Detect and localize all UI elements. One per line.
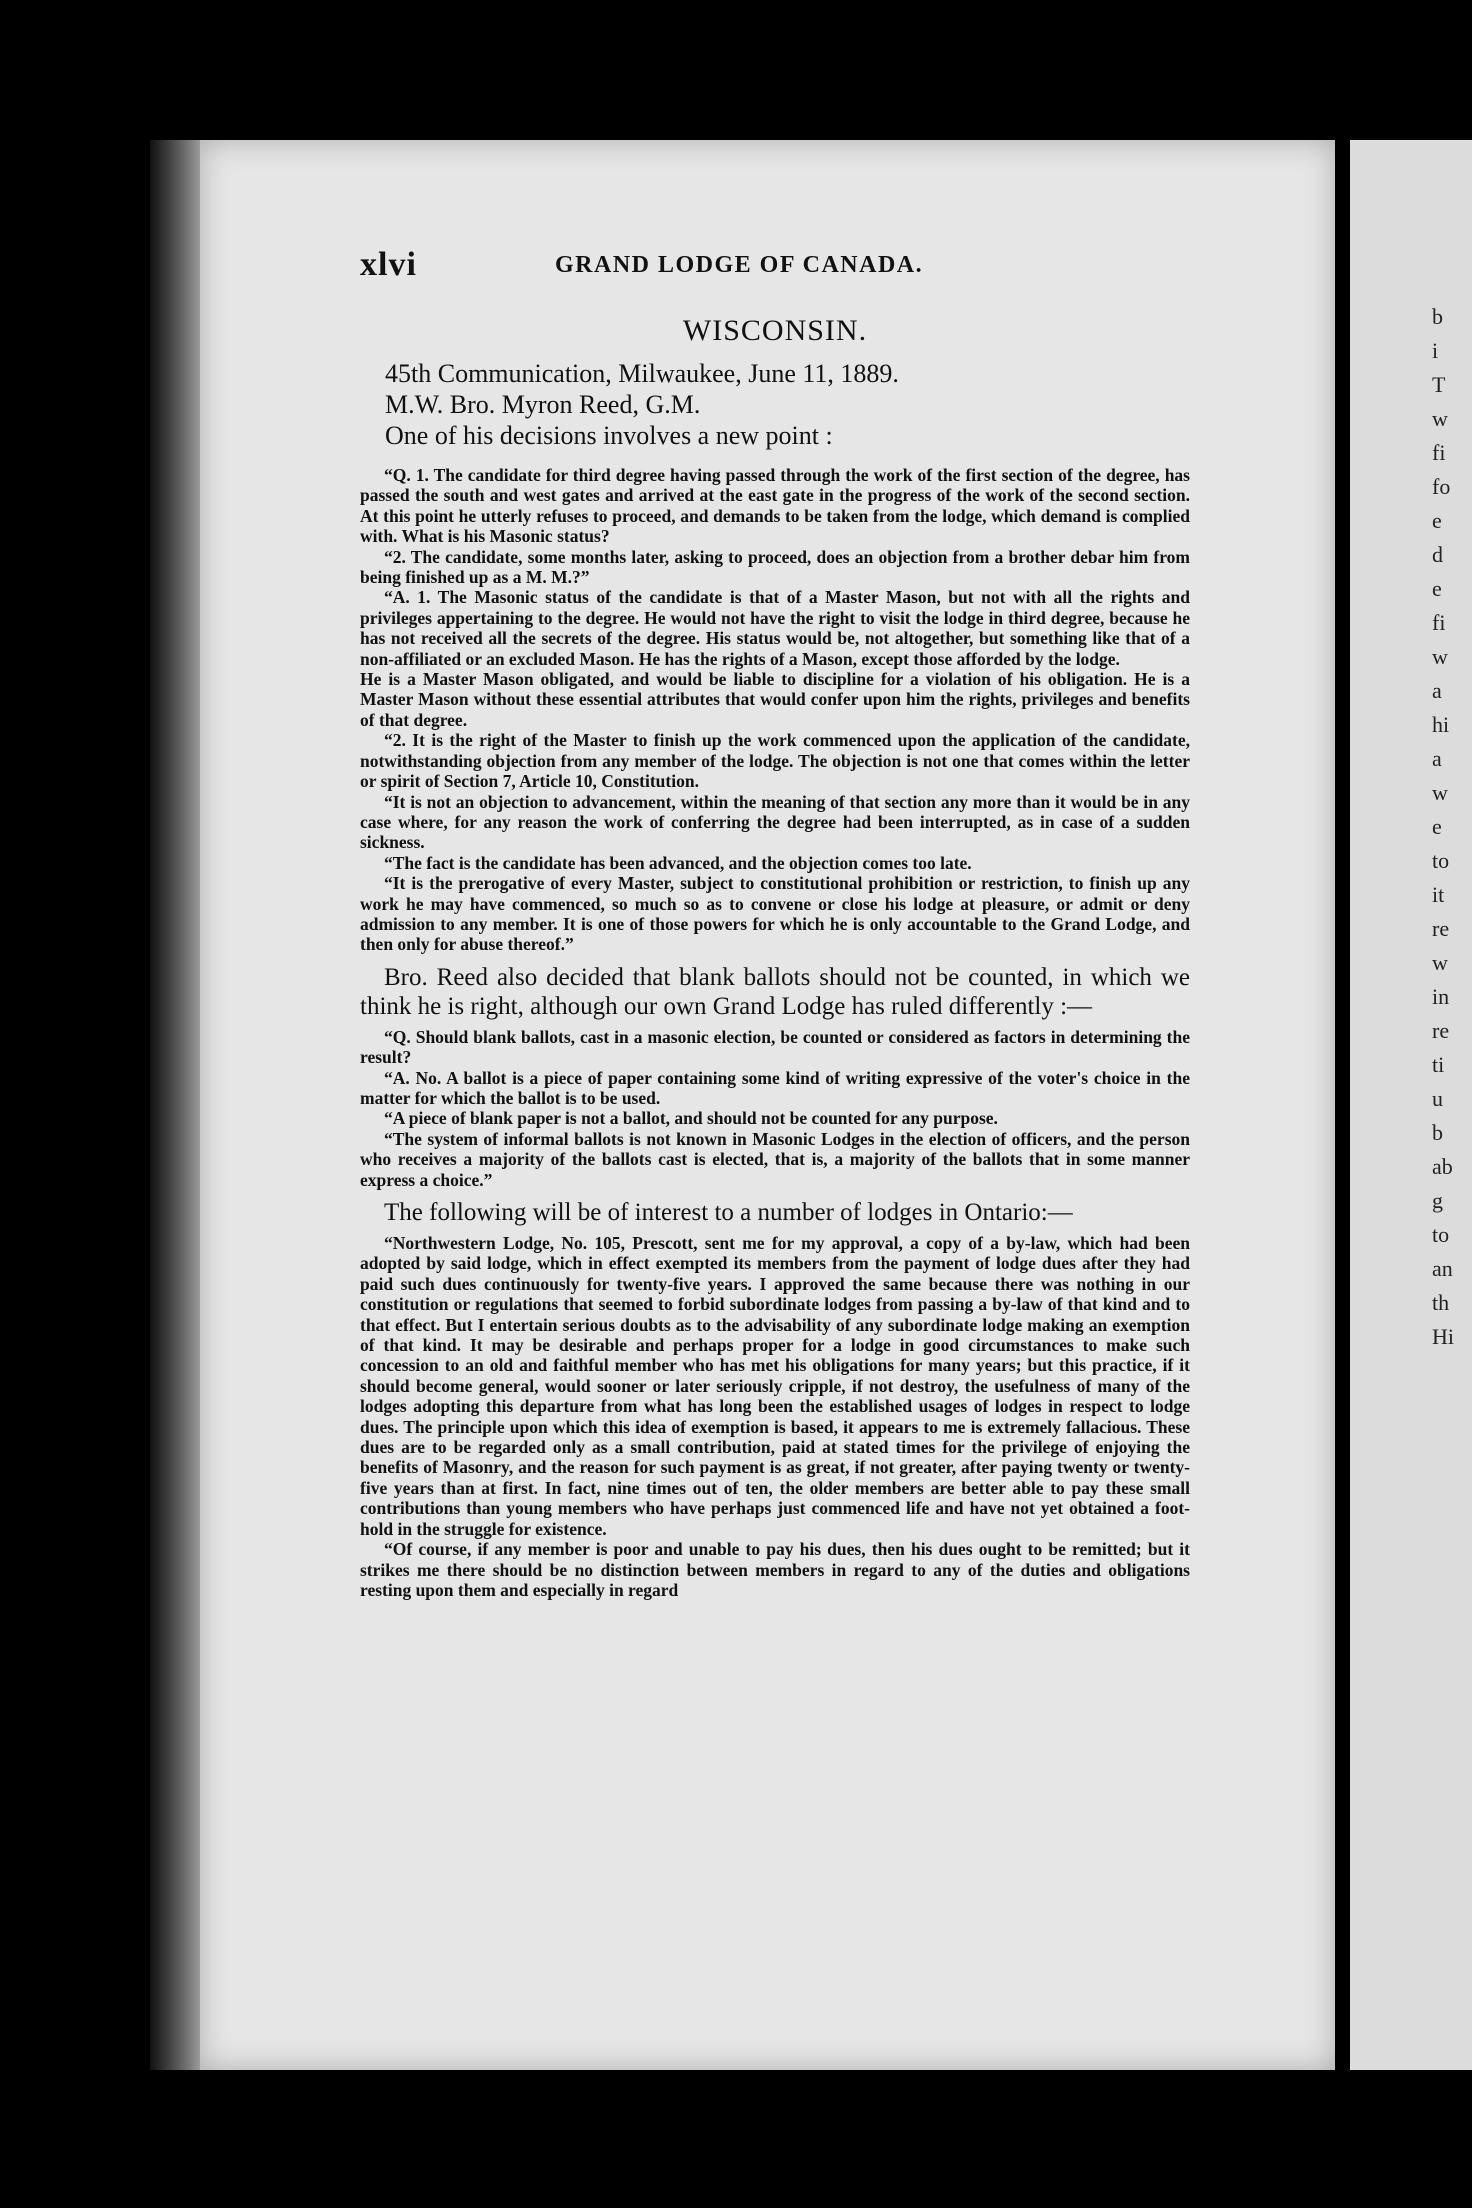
page-content [360,246,1190,1600]
adjacent-page-fragment: fi [1432,610,1446,635]
adjacent-page-fragment: th [1432,1290,1450,1315]
adjacent-page-fragment: b [1432,304,1443,329]
adjacent-page-fragment: e [1432,814,1442,839]
ontario-paragraph-2: “Of course, if any member is poor and unable to pay his dues, then his dues ought to be remitted; but it strikes me there should be no distinction between members in regard to any of the duties and obligations resting upon them and especially in regard [360,1539,1190,1600]
adjacent-page-fragment: to [1432,1222,1450,1247]
decision-a2-cont-1: “It is not an objection to advancement, within the meaning of that section any more than it would be in any case where, for any reason the work of conferring the degree had been interrupted, as in case of a sudden sickness. [360,791,1190,853]
adjacent-page-fragment: a [1432,678,1442,703]
ballot-a-cont-2: “The system of informal ballots is not known in Masonic Lodges in the election of officers, and the person who receives a majority of the ballots cast is elected, that is, a majority of the ballots that in some manner express a choice.” [360,1128,1190,1190]
decision-q1: “Q. 1. The candidate for third degree having passed through the work of the first section of the degree, has passed the south and west gates and arrived at the east gate in the progress of the work of the second section. At this point he utterly refuses to proceed, and demands to be taken from the lodge, which demand is complied with. What is his Masonic status? [360,465,1190,547]
ballots-intro: Bro. Reed also decided that blank ballots should not be counted, in which we think he is right, although our own Grand Lodge has ruled differently :— [360,963,1190,1020]
adjacent-page-fragment: i [1432,338,1439,363]
adjacent-page-fragment: e [1432,508,1442,533]
adjacent-page-fragment: in [1432,984,1450,1009]
ballot-a-cont-1: “A piece of blank paper is not a ballot, and should not be counted for any purpose. [384,1108,998,1129]
adjacent-page-fragment: fi [1432,440,1446,465]
section-title: WISCONSIN. [682,314,868,347]
adjacent-page-fragment: fo [1432,474,1451,499]
adjacent-page-fragment: Hi [1432,1324,1454,1349]
page-number: xlvi [360,246,417,283]
adjacent-page-fragment: d [1432,542,1443,567]
running-title: GRAND LODGE OF CANADA. [555,252,924,278]
adjacent-page-fragment: to [1432,848,1450,873]
grand-master-line: M.W. Bro. Myron Reed, G.M. [385,390,701,419]
adjacent-page-fragment: w [1432,644,1448,669]
adjacent-page-fragment: ti [1432,1052,1445,1077]
adjacent-page-fragment: hi [1432,712,1450,737]
running-head [360,246,1190,286]
adjacent-page-fragment: w [1432,406,1448,431]
adjacent-page-fragment: ab [1432,1154,1453,1179]
adjacent-page-fragment: T [1432,372,1446,397]
adjacent-page-fragment: it [1432,882,1445,907]
adjacent-page-fragment: g [1432,1188,1443,1213]
ontario-paragraph-1: “Northwestern Lodge, No. 105, Prescott, sent me for my approval, a copy of a by-law, which had been adopted by said lodge, which in effect exempted its members from the payment of lodge dues after they had paid such dues continuously for twenty-five years. I approved the same because there was nothing in our constitution or regulations that seemed to forbid subordinate lodges from passing a by-law of that kind and to that effect. But I entertain serious doubts as to the advisability of any subordinate lodge making an exemption of that kind. It may be desirable and perhaps proper for a lodge in good circumstances to make such concession to an old and faithful member who has met his obligations for many years; but this practice, if it should become general, would sooner or later seriously cripple, if not destroy, the usefulness of many of the lodges adopting this departure from what has long been the established usages of lodges in respect to lodge dues. The principle upon which this idea of exemption is based, it appears to me is extremely fallacious. These dues are to be regarded only as a small contribution, paid at stated times for the privilege of enjoying the benefits of Masonry, and the reason for such payment is as great, if not greater, after paying twenty or twenty-five years than at first. In fact, nine times out of ten, the older members are better able to pay these small contributions than young members who have perhaps just commenced life and have not yet obtained a foot-hold in the struggle for existence. [360,1233,1190,1539]
adjacent-page-fragment: w [1432,950,1448,975]
adjacent-page-fragment: a [1432,746,1442,771]
adjacent-page-fragment: an [1432,1256,1453,1281]
adjacent-page-fragment: e [1432,576,1442,601]
decision-a1: “A. 1. The Masonic status of the candidate is that of a Master Mason, but not with all the rights and privileges appertaining to the degree. He would not have the right to visit the lodge in third degree, because he has not received all the secrets of the degree. His status would be, not altogether, but something like that of a non-affiliated or an excluded Mason. He has the rights of a Mason, except those afforded by the lodge. [360,587,1190,669]
ballot-q: “Q. Should blank ballots, cast in a masonic election, be counted or considered as factors in determining the result? [360,1026,1190,1068]
adjacent-page-fragment: b [1432,1120,1443,1145]
adjacent-page-fragment: re [1432,1018,1450,1043]
ontario-intro: The following will be of interest to a number of lodges in Ontario:— [384,1199,1073,1226]
decision-a1-cont: He is a Master Mason obligated, and would be liable to discipline for a violation of his obligation. He is a Master Mason without these essential attributes that would confer upon him the rights, privileges and benefits of that degree. [360,669,1190,730]
decision-a2: “2. It is the right of the Master to finish up the work commenced upon the application of the candidate, notwithstanding objection from any member of the lodge. The objection is not one that comes within the letter or spirit of Section 7, Article 10, Constitution. [360,730,1190,792]
decision-a2-cont-3: “It is the prerogative of every Master, subject to constitutional prohibition or restriction, to finish up any work he may have commenced, so much so as to convene or close his lodge at pleasure, or admit or deny admission to any member. It is one of those powers for which he is only accountable to the Grand Lodge, and then only for abuse thereof.” [360,873,1190,955]
book-binding [150,140,205,2070]
adjacent-page-fragment: w [1432,780,1448,805]
ballot-a: “A. No. A ballot is a piece of paper containing some kind of writing expressive of the voter's choice in the matter for which the ballot is to be used. [360,1067,1190,1108]
decision-intro-line: One of his decisions involves a new point : [385,421,833,450]
decision-q2: “2. The candidate, some months later, asking to proceed, does an objection from a brother debar him from being finished up as a M. M.?” [360,546,1190,588]
decision-a2-cont-2: “The fact is the candidate has been advanced, and the objection comes too late. [384,852,972,873]
book-page [200,140,1335,2070]
adjacent-page-letters [1432,300,1472,1354]
adjacent-page-fragment: re [1432,916,1450,941]
communication-line: 45th Communication, Milwaukee, June 11, 1889. [385,359,899,388]
adjacent-page-fragment: u [1432,1086,1443,1111]
